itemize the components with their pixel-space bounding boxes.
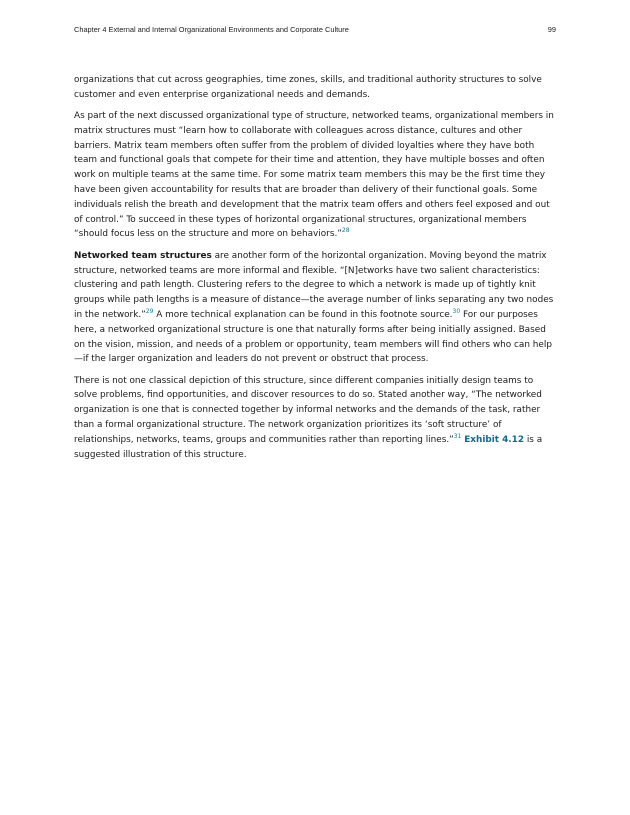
key-term: Networked team structures [74,250,212,261]
paragraph-3-text-a: are another form of the horizontal organization. Moving beyond the matrix structure, networked teams are more informal and flexible. “[N]etworks have two salient characteristics: clustering and path length. Clustering refers to the degree to which a network is made up of tightly knit groups while path lengths is a measure of distance—the average number of links separating any two nodes in the network.” [74,250,554,320]
footnote-ref-28[interactable]: 28 [341,227,350,235]
paragraph-2-text: As part of the next discussed organizational type of structure, networked teams, organizational members in matrix structures must “learn how to collaborate with colleagues across distance, cultures and other barriers. Matrix team members often suffer from the problem of divided loyalties where they have both team and functional goals that compete for their time and attention, they have multiple bosses and often work on multiple teams at the same time. For some matrix team members this may be the first time they have been given accountability for results that are broader than delivery of their functional goals. Some individuals relish the breath and development that the matrix team offers and others feel exposed and out of control.” To succeed in these types of horizontal organizational structures, organizational members “should focus less on the structure and more on behaviors.” [74,111,554,240]
exhibit-link[interactable]: Exhibit 4.12 [464,434,525,445]
page-body [74,73,556,469]
footnote-ref-29[interactable]: 29 [145,307,154,315]
paragraph-3-text-b: A more technical explanation can be found in this footnote source. [153,309,453,320]
paragraph-2 [74,109,556,242]
chapter-title: Chapter 4 External and Internal Organizational Environments and Corporate Culture [74,25,349,34]
paragraph-4 [74,374,556,463]
paragraph-1: organizations that cut across geographies, time zones, skills, and traditional authority structures to solve customer and even enterprise organizational needs and demands. [74,75,542,100]
page-number: 99 [547,25,556,34]
paragraph-3 [74,249,556,367]
paragraph-4-text-a: There is not one classical depiction of this structure, since different companies initially design teams to solve problems, find opportunities, and discover resources to do so. Stated another way, “The networked organization is one that is connected together by informal networks and the demands of the task, rather than a formal organizational structure. The network organization prioritizes its ‘soft structure’ of relationships, networks, teams, groups and communities rather than reporting lines.” [74,375,542,445]
footnote-ref-31[interactable]: 31 [453,432,462,440]
footnote-ref-30[interactable]: 30 [452,307,461,315]
paragraph-4-text-b: is a suggested illustration of this structure. [74,434,543,460]
running-header [74,25,556,34]
paragraph-3-text-c: For our purposes here, a networked organizational structure is one that naturally forms after being initially assigned. Based on the vision, mission, and needs of a problem or opportunity, team members will find others who can help—if the larger organization and leaders do not prevent or obstruct that process. [74,309,552,365]
